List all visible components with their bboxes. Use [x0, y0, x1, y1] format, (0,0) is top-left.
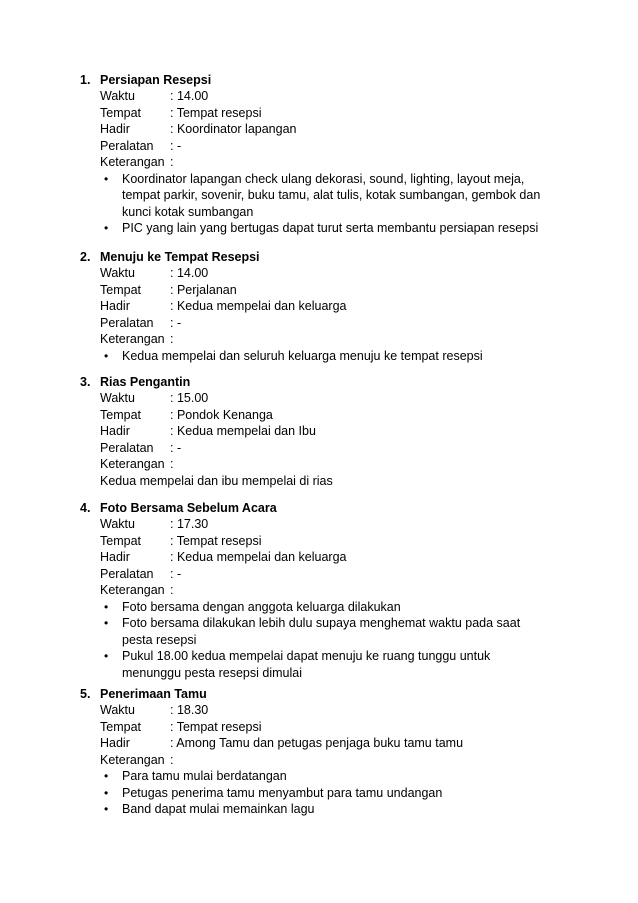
field-row	[100, 516, 560, 533]
field-value: : Among Tamu dan petugas penjaga buku tamu tamu	[170, 736, 464, 750]
list-item-text: Foto bersama dilakukan lebih dulu supaya menghemat waktu pada saat pesta resepsi	[122, 616, 521, 647]
list-item-text: Petugas penerima tamu menyambut para tamu undangan	[122, 785, 443, 800]
section-title	[80, 72, 560, 88]
section-heading: Rias Pengantin	[100, 375, 191, 389]
section-heading: Foto Bersama Sebelum Acara	[100, 501, 277, 515]
field-label: Tempat	[100, 407, 141, 422]
section-note: Kedua mempelai dan ibu mempelai di rias	[100, 473, 333, 488]
list-item	[102, 615, 542, 648]
field-row	[100, 549, 560, 566]
field-label: Peralatan	[100, 315, 154, 330]
section-number: 1.	[80, 73, 91, 87]
bullet-list	[102, 599, 542, 682]
field-label: Waktu	[100, 391, 135, 405]
list-item-text: Pukul 18.00 kedua mempelai dapat menuju ke ruang tunggu untuk menunggu pesta resepsi dimulai	[122, 649, 491, 680]
field-label: Tempat	[100, 105, 141, 120]
list-item-text: Koordinator lapangan check ulang dekorasi, sound, lighting, layout meja, tempat parkir, sovenir, buku tamu, alat tulis, kotak sumbangan, gembok dan kunci kotak sumbangan	[122, 171, 541, 219]
field-list	[100, 702, 560, 768]
field-label: Hadir	[100, 736, 130, 750]
list-item	[102, 599, 542, 616]
field-value: : -	[170, 138, 182, 153]
field-value: :	[170, 583, 174, 597]
field-label: Tempat	[100, 533, 141, 548]
section-penerimaan-tamu	[80, 686, 560, 818]
section-heading: Penerimaan Tamu	[100, 687, 207, 701]
field-row	[100, 138, 560, 155]
field-label: Hadir	[100, 550, 130, 564]
section-number: 2.	[80, 250, 91, 264]
field-value: : Pondok Kenanga	[170, 407, 273, 422]
bullet-icon: •	[104, 221, 109, 235]
field-row	[100, 282, 560, 299]
bullet-icon: •	[104, 785, 109, 800]
list-item	[102, 801, 542, 818]
list-item	[102, 648, 542, 681]
field-value: : -	[170, 315, 182, 330]
field-value: :	[170, 752, 174, 767]
field-list	[100, 88, 560, 171]
section-persiapan-resepsi	[80, 72, 560, 237]
list-item-text: Para tamu mulai berdatangan	[122, 769, 287, 783]
field-label: Waktu	[100, 517, 135, 531]
section-title	[80, 686, 560, 702]
field-value: : 14.00	[170, 266, 209, 280]
bullet-icon: •	[104, 802, 109, 816]
field-label: Waktu	[100, 266, 135, 280]
field-row	[100, 121, 560, 138]
field-label: Tempat	[100, 282, 141, 297]
field-row	[100, 154, 560, 171]
bullet-list	[102, 768, 542, 818]
field-row	[100, 566, 560, 583]
field-label: Keterangan	[100, 155, 165, 169]
section-title	[80, 500, 560, 516]
field-value: : Kedua mempelai dan keluarga	[170, 299, 347, 313]
section-heading: Persiapan Resepsi	[100, 73, 212, 87]
field-value: : Kedua mempelai dan Ibu	[170, 424, 316, 438]
field-label: Hadir	[100, 122, 130, 136]
field-list	[100, 516, 560, 599]
field-label: Waktu	[100, 703, 135, 717]
field-label: Tempat	[100, 719, 141, 734]
bullet-icon: •	[104, 616, 109, 630]
field-row	[100, 407, 560, 424]
field-row	[100, 390, 560, 407]
field-value: : Tempat resepsi	[170, 719, 262, 734]
field-row	[100, 582, 560, 599]
bullet-icon: •	[104, 649, 109, 663]
bullet-icon: •	[104, 769, 109, 783]
field-value: : -	[170, 440, 182, 455]
field-label: Peralatan	[100, 440, 154, 455]
list-item	[102, 768, 542, 785]
bullet-list	[102, 171, 542, 237]
field-row	[100, 265, 560, 282]
field-row	[100, 423, 560, 440]
field-value: : Tempat resepsi	[170, 105, 262, 120]
bullet-icon: •	[104, 348, 109, 363]
field-row	[100, 533, 560, 550]
section-number: 5.	[80, 687, 91, 701]
list-item	[102, 171, 542, 221]
field-value: : 15.00	[170, 391, 209, 405]
field-value: : Perjalanan	[170, 282, 237, 297]
list-item	[102, 785, 542, 802]
field-row	[100, 331, 560, 348]
field-row	[100, 702, 560, 719]
field-row	[100, 315, 560, 332]
field-value: : 18.30	[170, 703, 209, 717]
list-item-text: Foto bersama dengan anggota keluarga dilakukan	[122, 599, 401, 614]
field-label: Waktu	[100, 89, 135, 103]
list-item-text: Kedua mempelai dan seluruh keluarga menuju ke tempat resepsi	[122, 348, 483, 363]
field-value: :	[170, 332, 174, 346]
bullet-icon: •	[104, 599, 109, 614]
list-item-text: PIC yang lain yang bertugas dapat turut serta membantu persiapan resepsi	[122, 221, 539, 235]
section-foto-bersama	[80, 500, 560, 681]
field-label: Keterangan	[100, 583, 165, 597]
field-value: : -	[170, 566, 182, 581]
field-row	[100, 105, 560, 122]
field-label: Hadir	[100, 299, 130, 313]
field-label: Keterangan	[100, 457, 165, 471]
section-number: 3.	[80, 375, 91, 389]
list-item	[102, 348, 542, 365]
field-label: Keterangan	[100, 752, 165, 767]
list-item	[102, 220, 542, 237]
field-row	[100, 88, 560, 105]
field-value: :	[170, 155, 174, 169]
field-value: : 14.00	[170, 89, 209, 103]
field-row	[100, 440, 560, 457]
field-value: : Koordinator lapangan	[170, 122, 297, 136]
section-menuju-tempat-resepsi	[80, 249, 560, 364]
field-value: : Tempat resepsi	[170, 533, 262, 548]
field-value: : 17.30	[170, 517, 209, 531]
field-list	[100, 390, 560, 489]
field-label: Peralatan	[100, 138, 154, 153]
section-rias-pengantin	[80, 374, 560, 489]
field-list	[100, 265, 560, 348]
field-value: :	[170, 457, 174, 471]
field-row	[100, 456, 560, 473]
field-row	[100, 719, 560, 736]
list-item-text: Band dapat mulai memainkan lagu	[122, 802, 315, 816]
section-title	[80, 249, 560, 265]
field-label: Peralatan	[100, 566, 154, 581]
section-heading: Menuju ke Tempat Resepsi	[100, 250, 260, 264]
bullet-icon: •	[104, 171, 109, 186]
section-number: 4.	[80, 501, 91, 515]
field-row	[100, 735, 560, 752]
field-value: : Kedua mempelai dan keluarga	[170, 550, 347, 564]
field-label: Keterangan	[100, 332, 165, 346]
field-label: Hadir	[100, 424, 130, 438]
bullet-list	[102, 348, 542, 365]
field-row	[100, 752, 560, 769]
field-row	[100, 298, 560, 315]
section-title	[80, 374, 560, 390]
